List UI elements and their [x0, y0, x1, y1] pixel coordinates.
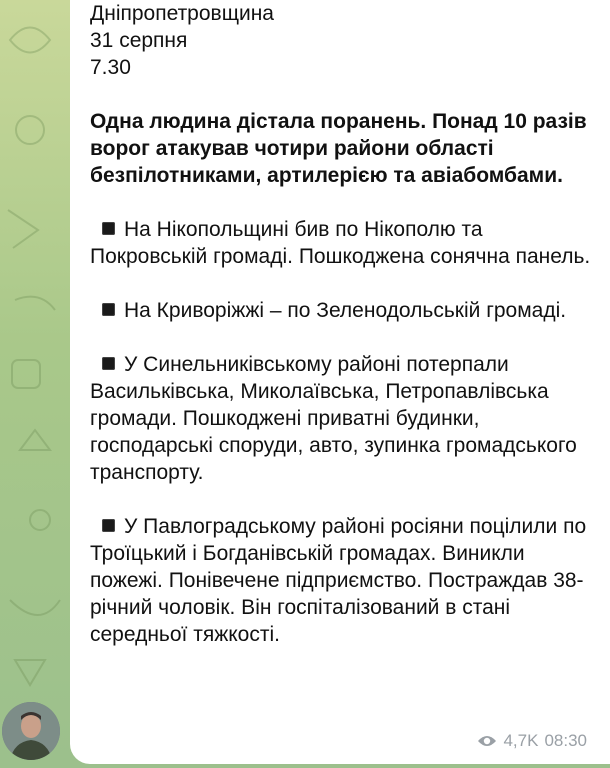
post-headline: Одна людина дістала поранень. Понад 10 разів ворог атакував чотири райони області безпілотниками, артилерією та авіабомбами.	[90, 110, 587, 187]
list-item	[90, 351, 600, 486]
item-text: На Криворіжжі – по Зеленодольській громаді.	[124, 299, 567, 322]
avatar-image	[2, 702, 60, 760]
post-region: Дніпропетровщина	[90, 2, 274, 25]
item-text: У Синельниківському районі потерпали Васильківська, Миколаївська, Петропавлівська громади. Пошкоджені приватні будинки, господарські споруди, авто, зупинка громадського транспорту.	[90, 353, 577, 484]
message-time: 08:30	[544, 731, 587, 750]
background-doodles	[0, 0, 80, 768]
square-bullet-icon	[102, 303, 115, 316]
square-bullet-icon	[102, 222, 115, 235]
post-date: 31 серпня	[90, 29, 188, 52]
view-count: 4,7K	[503, 731, 539, 750]
message-text	[90, 0, 600, 648]
list-item	[90, 216, 600, 270]
square-bullet-icon	[102, 519, 115, 532]
square-bullet-icon	[102, 357, 115, 370]
channel-avatar[interactable]	[2, 702, 60, 760]
eye-icon	[477, 734, 497, 748]
post-time: 7.30	[90, 56, 131, 79]
item-text: У Павлоградському районі росіяни поцілили по Троїцький і Богданівській громадах. Виникли пожежі. Понівечене підприємство. Постраждав 38-річний чоловік. Він госпіталізований в стані середньої тяжкості.	[90, 515, 587, 646]
message-meta	[477, 731, 587, 751]
list-item	[90, 297, 600, 324]
list-item	[90, 513, 600, 648]
item-text: На Нікопольщині бив по Нікополю та Покровській громаді. Пошкоджена сонячна панель.	[90, 218, 591, 268]
